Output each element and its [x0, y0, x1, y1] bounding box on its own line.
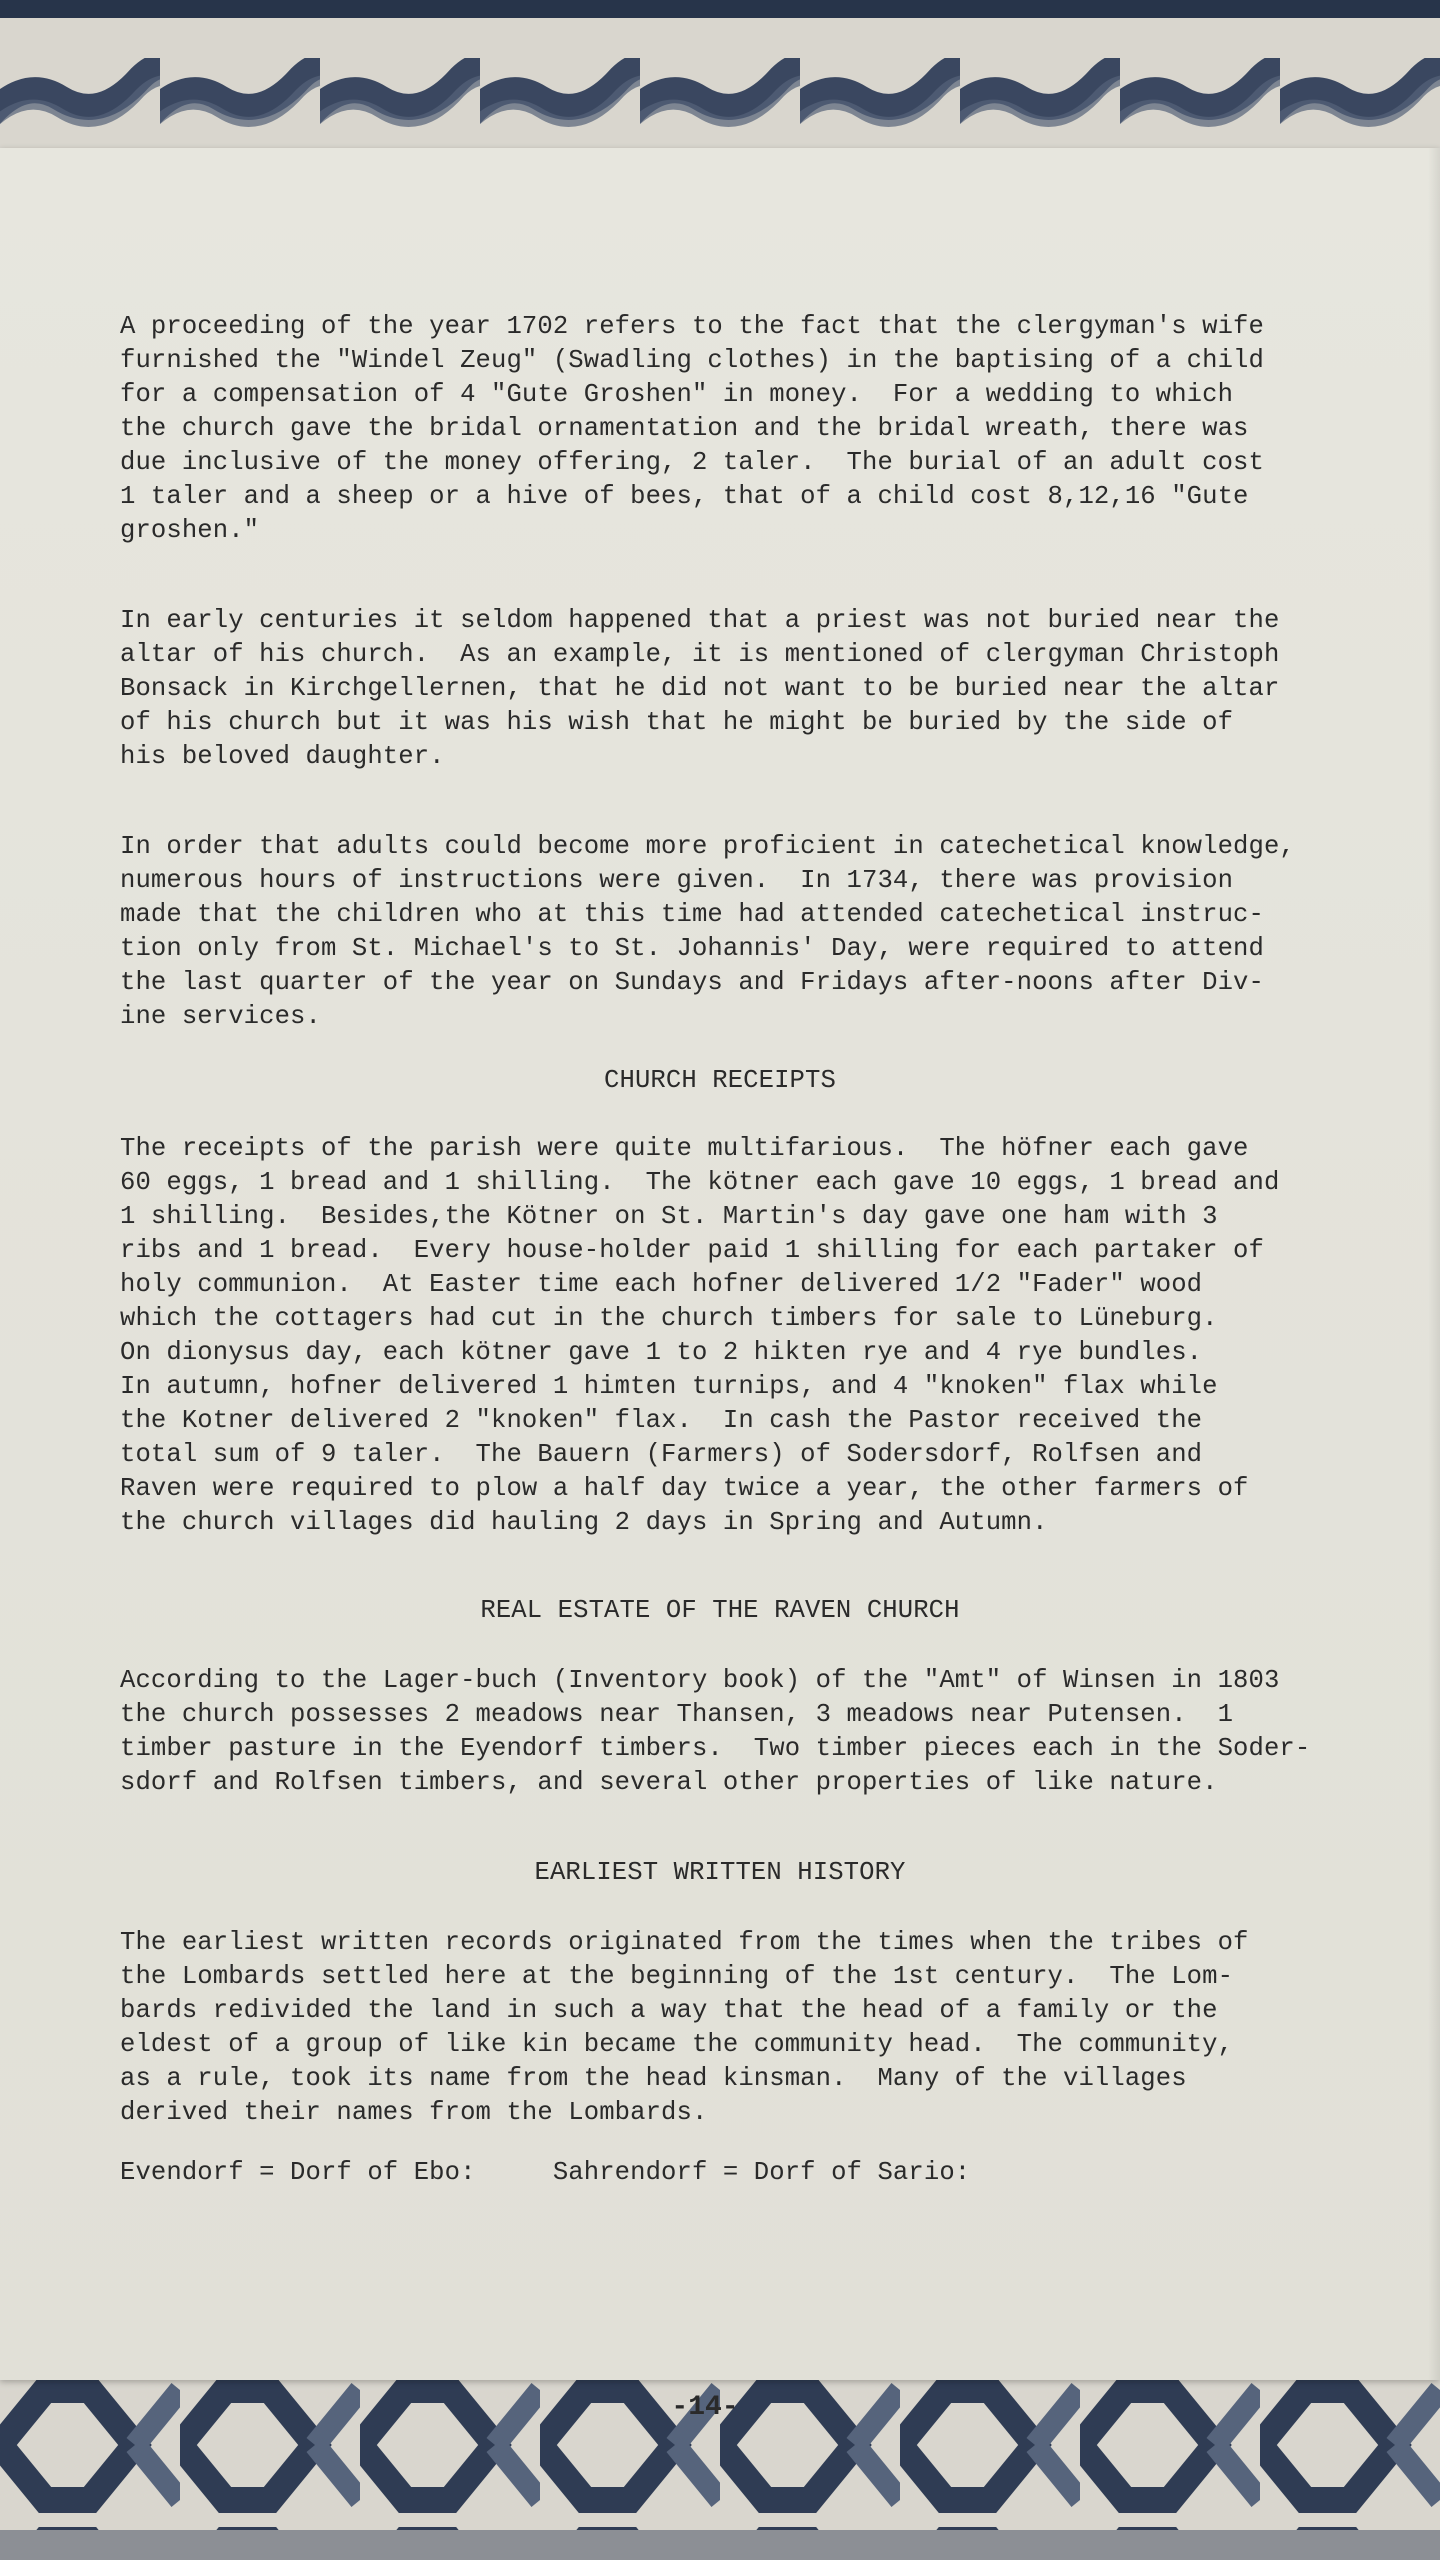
text-line: ribs and 1 bread. Every house-holder paid 1 shilling for each partaker of	[120, 1236, 1264, 1265]
text-line: furnished the "Windel Zeug" (Swadling clothes) in the baptising of a child	[120, 346, 1264, 375]
text-line: sdorf and Rolfsen timbers, and several other properties of like nature.	[120, 1768, 1218, 1797]
text-line: the last quarter of the year on Sundays and Fridays after-noons after Div-	[120, 968, 1264, 997]
document-page	[0, 148, 1440, 2423]
text-line: holy communion. At Easter time each hofner delivered 1/2 "Fader" wood	[120, 1270, 1203, 1299]
text-line: tion only from St. Michael's to St. Johannis' Day, were required to attend	[120, 934, 1264, 963]
text-line: On dionysus day, each kötner gave 1 to 2 hikten rye and 4 rye bundles.	[120, 1338, 1203, 1367]
text-line: the Kotner delivered 2 "knoken" flax. In cash the Pastor received the	[120, 1406, 1203, 1435]
text-line: made that the children who at this time had attended catechetical instruc-	[120, 900, 1264, 929]
text-line: for a compensation of 4 "Gute Groshen" in money. For a wedding to which	[120, 380, 1234, 409]
woven-pattern-top	[0, 18, 1440, 158]
text-line: total sum of 9 taler. The Bauern (Farmers) of Sodersdorf, Rolfsen and	[120, 1440, 1203, 1469]
text-line: According to the Lager-buch (Inventory book) of the "Amt" of Winsen in 1803	[120, 1666, 1280, 1695]
text-line: The earliest written records originated from the times when the tribes of	[120, 1928, 1249, 1957]
text-line: his beloved daughter.	[120, 742, 445, 771]
text-line: Raven were required to plow a half day twice a year, the other farmers of	[120, 1474, 1249, 1503]
tablecloth-dark-band	[0, 0, 1440, 18]
text-line: 1 shilling. Besides,the Kötner on St. Martin's day gave one ham with 3	[120, 1202, 1218, 1231]
text-line: the church possesses 2 meadows near Thansen, 3 meadows near Putensen. 1	[120, 1700, 1234, 1729]
text-line: the church gave the bridal ornamentation and the bridal wreath, there was	[120, 414, 1249, 443]
page-number: -14-	[671, 2392, 739, 2423]
text-line: In order that adults could become more proficient in catechetical knowledge,	[120, 832, 1295, 861]
section-heading-church-receipts: CHURCH RECEIPTS	[604, 1066, 836, 1095]
section-heading-real-estate: REAL ESTATE OF THE RAVEN CHURCH	[480, 1596, 960, 1625]
text-line: timber pasture in the Eyendorf timbers. Two timber pieces each in the Soder-	[120, 1734, 1311, 1763]
text-line: In autumn, hofner delivered 1 himten turnips, and 4 "knoken" flax while	[120, 1372, 1218, 1401]
text-line: of his church but it was his wish that he might be buried by the side of	[120, 708, 1234, 737]
text-line: derived their names from the Lombards.	[120, 2098, 708, 2127]
paragraph-priest-burial	[120, 604, 1410, 774]
text-line: A proceeding of the year 1702 refers to the fact that the clergyman's wife	[120, 312, 1264, 341]
text-line: In early centuries it seldom happened that a priest was not buried near the	[120, 606, 1280, 635]
text-line: due inclusive of the money offering, 2 taler. The burial of an adult cost	[120, 448, 1264, 477]
text-line: the Lombards settled here at the beginning of the 1st century. The Lom-	[120, 1962, 1234, 1991]
text-line: eldest of a group of like kin became the community head. The community,	[120, 2030, 1234, 2059]
section-body-earliest-history	[120, 1926, 1410, 2130]
section-body-real-estate	[120, 1664, 1410, 1800]
text-line: the church villages did hauling 2 days in Spring and Autumn.	[120, 1508, 1048, 1537]
section-body-church-receipts	[120, 1132, 1410, 1540]
text-line: 60 eggs, 1 bread and 1 shilling. The kötner each gave 10 eggs, 1 bread and	[120, 1168, 1280, 1197]
paragraph-catechetical-instruction	[120, 830, 1410, 1034]
document-body	[120, 310, 1410, 2190]
text-line: Bonsack in Kirchgellernen, that he did not want to be buried near the altar	[120, 674, 1280, 703]
village-name-derivations: Evendorf = Dorf of Ebo: Sahrendorf = Dorf of Sario:	[120, 2158, 971, 2187]
text-line: numerous hours of instructions were given. In 1734, there was provision	[120, 866, 1234, 895]
text-line: altar of his church. As an example, it is mentioned of clergyman Christoph	[120, 640, 1280, 669]
paragraph-church-fees	[120, 310, 1410, 548]
text-line: as a rule, took its name from the head kinsman. Many of the villages	[120, 2064, 1187, 2093]
text-line: groshen."	[120, 516, 260, 545]
text-line: which the cottagers had cut in the church timbers for sale to Lüneburg.	[120, 1304, 1218, 1333]
tablecloth-top	[0, 0, 1440, 160]
text-line: ine services.	[120, 1002, 321, 1031]
text-line: The receipts of the parish were quite multifarious. The höfner each gave	[120, 1134, 1249, 1163]
text-line: bards redivided the land in such a way that the head of a family or the	[120, 1996, 1218, 2025]
section-heading-earliest-history: EARLIEST WRITTEN HISTORY	[534, 1858, 906, 1887]
text-line: 1 taler and a sheep or a hive of bees, that of a child cost 8,12,16 "Gute	[120, 482, 1249, 511]
